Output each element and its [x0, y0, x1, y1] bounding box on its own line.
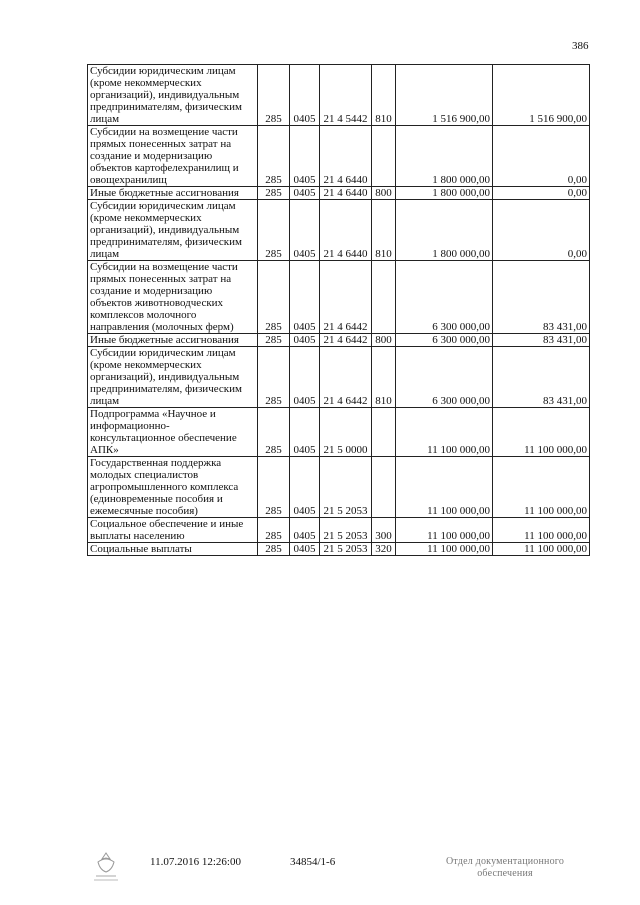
cell-type: 810: [372, 65, 396, 126]
cell-name: Государственная поддержка молодых специалистов агропромышленного комплекса (единовременные пособия и ежемесячные пособия): [88, 457, 258, 518]
cell-code: 285: [258, 187, 290, 200]
cell-target: 21 4 6442: [320, 334, 372, 347]
table-row: [88, 457, 590, 518]
table-row: [88, 347, 590, 408]
cell-plan: 6 300 000,00: [396, 347, 493, 408]
cell-plan: 11 100 000,00: [396, 518, 493, 543]
cell-section: 0405: [290, 457, 320, 518]
table-row: [88, 187, 590, 200]
footer-datetime: 11.07.2016 12:26:00: [150, 856, 241, 868]
cell-target: 21 5 0000: [320, 408, 372, 457]
emblem-icon: [90, 850, 122, 884]
cell-code: 285: [258, 543, 290, 556]
cell-name: Субсидии юридическим лицам (кроме некоммерческих организаций), индивидуальным предпринимателям, физическим лицам: [88, 65, 258, 126]
cell-section: 0405: [290, 543, 320, 556]
table-row: [88, 65, 590, 126]
cell-section: 0405: [290, 126, 320, 187]
cell-plan: 6 300 000,00: [396, 261, 493, 334]
cell-target: 21 4 6442: [320, 261, 372, 334]
cell-section: 0405: [290, 65, 320, 126]
cell-plan: 1 516 900,00: [396, 65, 493, 126]
cell-actual: 0,00: [493, 200, 590, 261]
cell-target: 21 4 6440: [320, 126, 372, 187]
cell-section: 0405: [290, 347, 320, 408]
cell-name: Иные бюджетные ассигнования: [88, 334, 258, 347]
cell-section: 0405: [290, 518, 320, 543]
cell-plan: 11 100 000,00: [396, 408, 493, 457]
cell-name: Субсидии юридическим лицам (кроме некоммерческих организаций), индивидуальным предпринимателям, физическим лицам: [88, 347, 258, 408]
cell-code: 285: [258, 408, 290, 457]
cell-target: 21 5 2053: [320, 518, 372, 543]
cell-actual: 0,00: [493, 187, 590, 200]
cell-actual: 83 431,00: [493, 261, 590, 334]
cell-actual: 11 100 000,00: [493, 518, 590, 543]
cell-type: [372, 126, 396, 187]
department-stamp: [446, 856, 564, 880]
cell-code: 285: [258, 347, 290, 408]
page-number: 386: [572, 40, 589, 52]
table-row: [88, 408, 590, 457]
cell-code: 285: [258, 334, 290, 347]
table-row: [88, 334, 590, 347]
cell-type: 300: [372, 518, 396, 543]
cell-section: 0405: [290, 334, 320, 347]
cell-target: 21 4 5442: [320, 65, 372, 126]
cell-type: [372, 261, 396, 334]
cell-plan: 11 100 000,00: [396, 457, 493, 518]
cell-type: [372, 408, 396, 457]
cell-actual: 11 100 000,00: [493, 457, 590, 518]
cell-plan: 1 800 000,00: [396, 187, 493, 200]
table-row: [88, 518, 590, 543]
cell-name: Социальное обеспечение и иные выплаты населению: [88, 518, 258, 543]
cell-plan: 1 800 000,00: [396, 126, 493, 187]
table-body: [88, 65, 590, 556]
cell-target: 21 4 6440: [320, 200, 372, 261]
table-row: [88, 261, 590, 334]
cell-name: Субсидии на возмещение части прямых понесенных затрат на создание и модернизацию объектов животноводческих комплексов молочного направления (молочных ферм): [88, 261, 258, 334]
table-row: [88, 200, 590, 261]
cell-target: 21 5 2053: [320, 543, 372, 556]
stamp-line-1: Отдел документационного: [446, 856, 565, 867]
cell-code: 285: [258, 518, 290, 543]
cell-target: 21 5 2053: [320, 457, 372, 518]
cell-plan: 1 800 000,00: [396, 200, 493, 261]
cell-name: Субсидии на возмещение части прямых понесенных затрат на создание и модернизацию объектов картофелехранилищ и овощехранилищ: [88, 126, 258, 187]
stamp-line-2: обеспечения: [477, 868, 533, 879]
cell-actual: 11 100 000,00: [493, 543, 590, 556]
cell-type: 320: [372, 543, 396, 556]
cell-actual: 1 516 900,00: [493, 65, 590, 126]
cell-plan: 6 300 000,00: [396, 334, 493, 347]
cell-actual: 11 100 000,00: [493, 408, 590, 457]
table-row: [88, 126, 590, 187]
cell-name: Социальные выплаты: [88, 543, 258, 556]
cell-name: Подпрограмма «Научное и информационно-консультационное обеспечение АПК»: [88, 408, 258, 457]
cell-code: 285: [258, 65, 290, 126]
table-row: [88, 543, 590, 556]
cell-code: 285: [258, 261, 290, 334]
cell-type: 800: [372, 187, 396, 200]
cell-section: 0405: [290, 261, 320, 334]
cell-code: 285: [258, 126, 290, 187]
cell-type: 810: [372, 200, 396, 261]
cell-name: Субсидии юридическим лицам (кроме некоммерческих организаций), индивидуальным предпринимателям, физическим лицам: [88, 200, 258, 261]
footer-doc-number: 34854/1-6: [290, 856, 336, 868]
cell-actual: 0,00: [493, 126, 590, 187]
cell-type: [372, 457, 396, 518]
cell-section: 0405: [290, 408, 320, 457]
cell-plan: 11 100 000,00: [396, 543, 493, 556]
budget-table: [87, 64, 590, 556]
cell-actual: 83 431,00: [493, 334, 590, 347]
cell-name: Иные бюджетные ассигнования: [88, 187, 258, 200]
cell-code: 285: [258, 200, 290, 261]
cell-target: 21 4 6442: [320, 347, 372, 408]
cell-type: 800: [372, 334, 396, 347]
cell-actual: 83 431,00: [493, 347, 590, 408]
cell-type: 810: [372, 347, 396, 408]
cell-section: 0405: [290, 187, 320, 200]
cell-code: 285: [258, 457, 290, 518]
cell-target: 21 4 6440: [320, 187, 372, 200]
cell-section: 0405: [290, 200, 320, 261]
